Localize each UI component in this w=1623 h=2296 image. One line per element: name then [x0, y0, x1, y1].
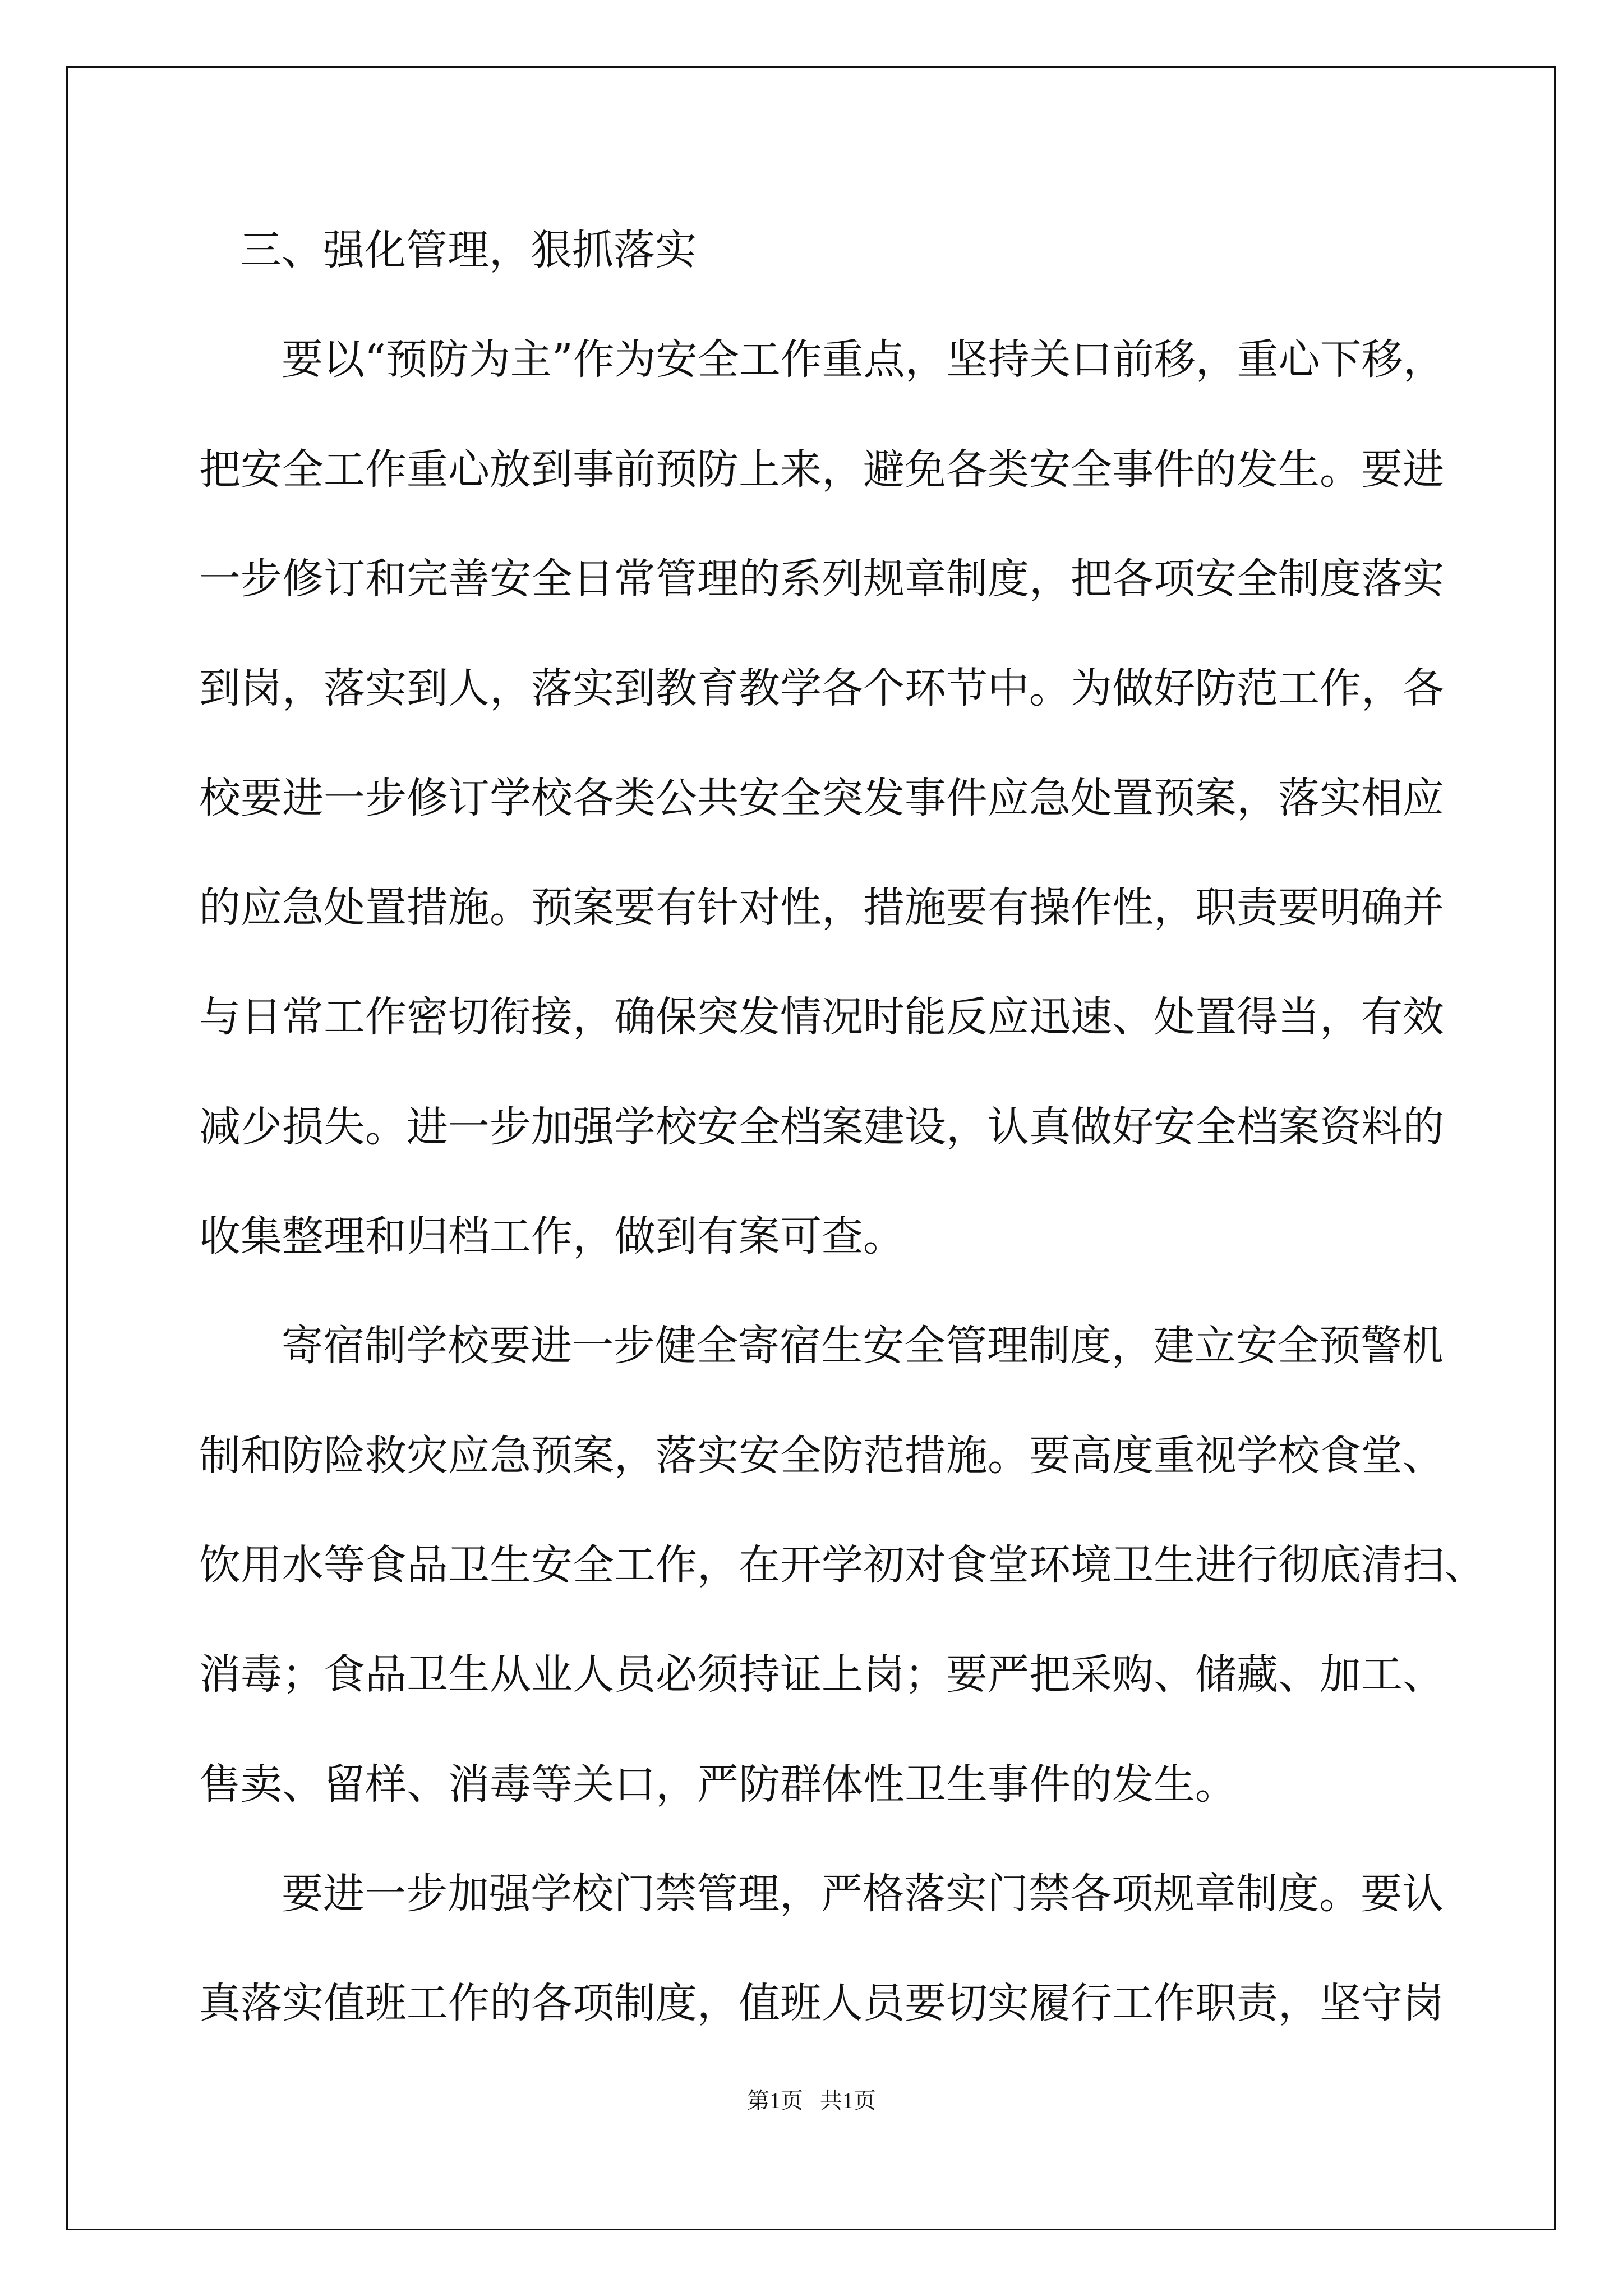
paragraph-line: 减少损失。进一步加强学校安全档案建设，认真做好安全档案资料的 [199, 1103, 1444, 1151]
paragraph-line: 要以“预防为主”作为安全工作重点，坚持关口前移，重心下移， [282, 335, 1445, 384]
paragraph-line: 寄宿制学校要进一步健全寄宿生安全管理制度，建立安全预警机 [282, 1322, 1444, 1370]
paragraph-line: 真落实值班工作的各项制度，值班人员要切实履行工作职责，坚守岗 [199, 1979, 1444, 2027]
section-heading: 三、强化管理，狠抓落实 [240, 226, 697, 274]
paragraph-line: 饮用水等食品卫生安全工作，在开学初对食堂环境卫生进行彻底清扫、 [199, 1541, 1486, 1589]
paragraph-line: 制和防险救灾应急预案，落实安全防范措施。要高度重视学校食堂、 [199, 1432, 1444, 1480]
paragraph-line: 收集整理和归档工作，做到有案可查。 [199, 1212, 905, 1260]
page-footer [0, 2090, 1623, 2112]
paragraph-line: 要进一步加强学校门禁管理，严格落实门禁各项规章制度。要认 [282, 1870, 1444, 1918]
paragraph-line: 与日常工作密切衔接，确保突发情况时能反应迅速、处置得当，有效 [199, 993, 1444, 1041]
paragraph-line: 一步修订和完善安全日常管理的系列规章制度，把各项安全制度落实 [199, 555, 1444, 603]
paragraph-line: 到岗，落实到人，落实到教育教学各个环节中。为做好防范工作，各 [199, 664, 1444, 712]
paragraph-line: 把安全工作重心放到事前预防上来，避免各类安全事件的发生。要进 [199, 445, 1444, 494]
paragraph-line: 消毒；食品卫生从业人员必须持证上岗；要严把采购、储藏、加工、 [199, 1650, 1444, 1699]
page-current-label: 第1页 [747, 2088, 803, 2113]
page-total-label: 共1页 [820, 2088, 876, 2113]
paragraph-line: 校要进一步修订学校各类公共安全突发事件应急处置预案，落实相应 [199, 774, 1444, 822]
paragraph-line: 的应急处置措施。预案要有针对性，措施要有操作性，职责要明确并 [199, 884, 1444, 932]
paragraph-line: 售卖、留样、消毒等关口，严防群体性卫生事件的发生。 [199, 1760, 1237, 1809]
